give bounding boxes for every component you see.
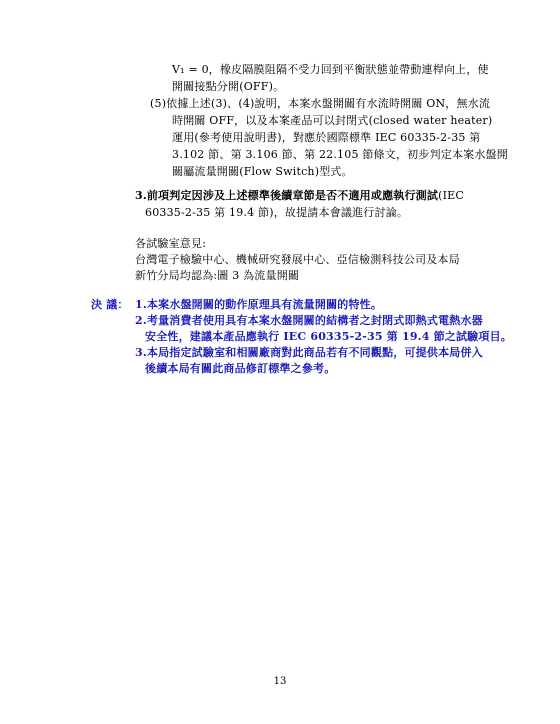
resolution-item1: 1.本案水盤開關的動作原理具有流量開關的特性。 [135,298,383,311]
section3-line2: 60335-2-35 第 19.4 節)，故提請本會議進行討論。 [145,206,409,219]
section3-rest-text: (IEC [438,189,464,202]
section3-line1 [135,188,464,203]
item5-line4: 3.102 節、第 3.106 節、第 22.105 節條文，初步判定本案水盤開 [172,148,508,161]
item4-line2: 開關接點分開(OFF)。 [172,80,285,93]
section3-bold-text: 3.前項判定因涉及上述標準後續章節是否不適用或應執行測試 [135,189,439,202]
lab-opinion-line1: 台灣電子檢驗中心、機械研究發展中心、亞信檢測科技公司及本局 [135,253,460,266]
item5-line3: 運用(參考使用說明書)，對應於國際標準 IEC 60335-2-35 第 [172,131,481,144]
resolution-item3-line2: 後續本局有關此商品修訂標準之參考。 [145,362,336,375]
page-number: 13 [273,676,287,687]
resolution-label: 決 議： [91,298,129,311]
item5-line1: (5)依據上述(3)、(4)說明，本案水盤開關有水流時開關 ON，無水流 [150,97,491,110]
lab-opinion-line2: 新竹分局均認為:圖 3 為流量開關 [135,269,300,282]
item5-line2: 時開關 OFF，以及本案產品可以封閉式(closed water heater) [172,114,493,127]
lab-opinion-heading: 各試驗室意見: [135,237,207,250]
resolution-item2-line2: 安全性，建議本產品應執行 IEC 60335-2-35 第 19.4 節之試驗項目。 [145,330,512,343]
resolution-item2-line1: 2.考量消費者使用具有本案水盤開關的結構者之封閉式即熱式電熱水器 [135,314,483,327]
resolution-item3-line1: 3.本局指定試驗室和相關廠商對此商品若有不同觀點，可提供本局併入 [135,346,483,359]
item5-line5: 關屬流量開關(Flow Switch)型式。 [172,165,353,178]
item4-line1: V₁ = 0，橡皮隔膜阻隔不受力回到平衡狀態並帶動連桿向上，使 [172,63,489,76]
